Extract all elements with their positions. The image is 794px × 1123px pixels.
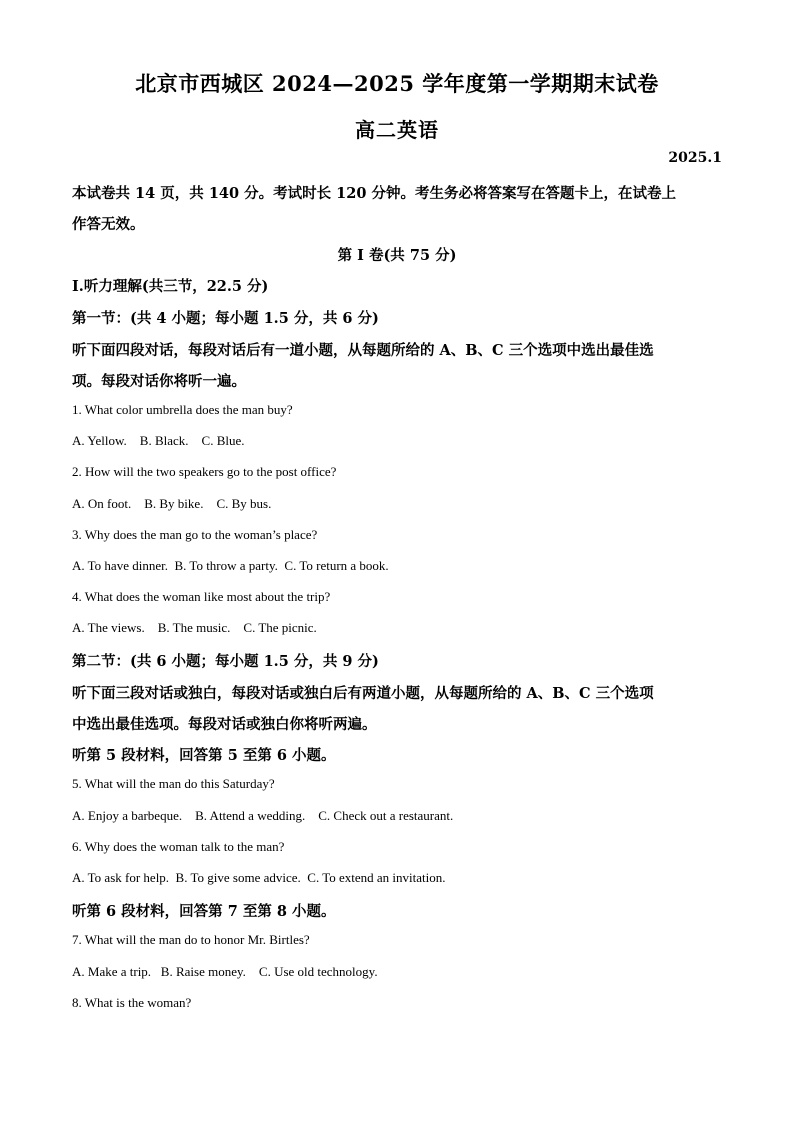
question-5-options: A. Enjoy a barbeque. B. Attend a wedding. C. Check out a restaurant. — [72, 808, 454, 823]
section2-heading: 第二节：(共 6 小题；每小题 1.5 分，共 9 分) — [72, 653, 379, 670]
exam-title: 北京市西城区 2024—2025 学年度第一学期期末试卷 — [135, 71, 659, 96]
question-3: 3. Why does the man go to the woman’s place? — [72, 527, 318, 542]
question-4: 4. What does the woman like most about the trip? — [72, 589, 331, 604]
question-4-options: A. The views. B. The music. C. The picnic. — [72, 620, 317, 635]
exam-subject: 高二英语 — [355, 118, 439, 142]
question-2: 2. How will the two speakers go to the post office? — [72, 464, 337, 479]
question-7: 7. What will the man do to honor Mr. Birtles? — [72, 932, 310, 947]
question-5: 5. What will the man do this Saturday? — [72, 776, 275, 791]
question-2-options: A. On foot. B. By bike. C. By bus. — [72, 496, 272, 511]
section2-instruction-1: 听下面三段对话或独白，每段对话或独白后有两道小题，从每题所给的 A、B、C 三个选项 — [72, 685, 654, 702]
intro-line-1: 本试卷共 14 页，共 140 分。考试时长 120 分钟。考生务必将答案写在答题卡上，在试卷上 — [72, 185, 676, 202]
section1-heading: 第一节：(共 4 小题；每小题 1.5 分，共 6 分) — [72, 310, 379, 327]
question-1-options: A. Yellow. B. Black. C. Blue. — [72, 433, 245, 448]
question-7-options: A. Make a trip. B. Raise money. C. Use old technology. — [72, 964, 378, 979]
volume-heading: 第 I 卷(共 75 分) — [337, 247, 457, 264]
intro-line-2: 作答无效。 — [72, 216, 145, 233]
question-6-options: A. To ask for help. B. To give some advice. C. To extend an invitation. — [72, 870, 446, 885]
section1-instruction-2: 项。每段对话你将听一遍。 — [72, 373, 246, 390]
section2-instruction-2: 中选出最佳选项。每段对话或独白你将听两遍。 — [72, 716, 377, 733]
material-5-heading: 听第 5 段材料，回答第 5 至第 6 小题。 — [72, 747, 336, 764]
material-6-heading: 听第 6 段材料，回答第 7 至第 8 小题。 — [72, 903, 336, 920]
part1-heading: I.听力理解(共三节，22.5 分) — [72, 278, 269, 295]
exam-date: 2025.1 — [668, 150, 722, 166]
question-1: 1. What color umbrella does the man buy? — [72, 402, 293, 417]
question-3-options: A. To have dinner. B. To throw a party. C. To return a book. — [72, 558, 389, 573]
question-6: 6. Why does the woman talk to the man? — [72, 839, 285, 854]
question-8: 8. What is the woman? — [72, 995, 192, 1010]
section1-instruction-1: 听下面四段对话，每段对话后有一道小题，从每题所给的 A、B、C 三个选项中选出最佳选 — [72, 342, 654, 359]
